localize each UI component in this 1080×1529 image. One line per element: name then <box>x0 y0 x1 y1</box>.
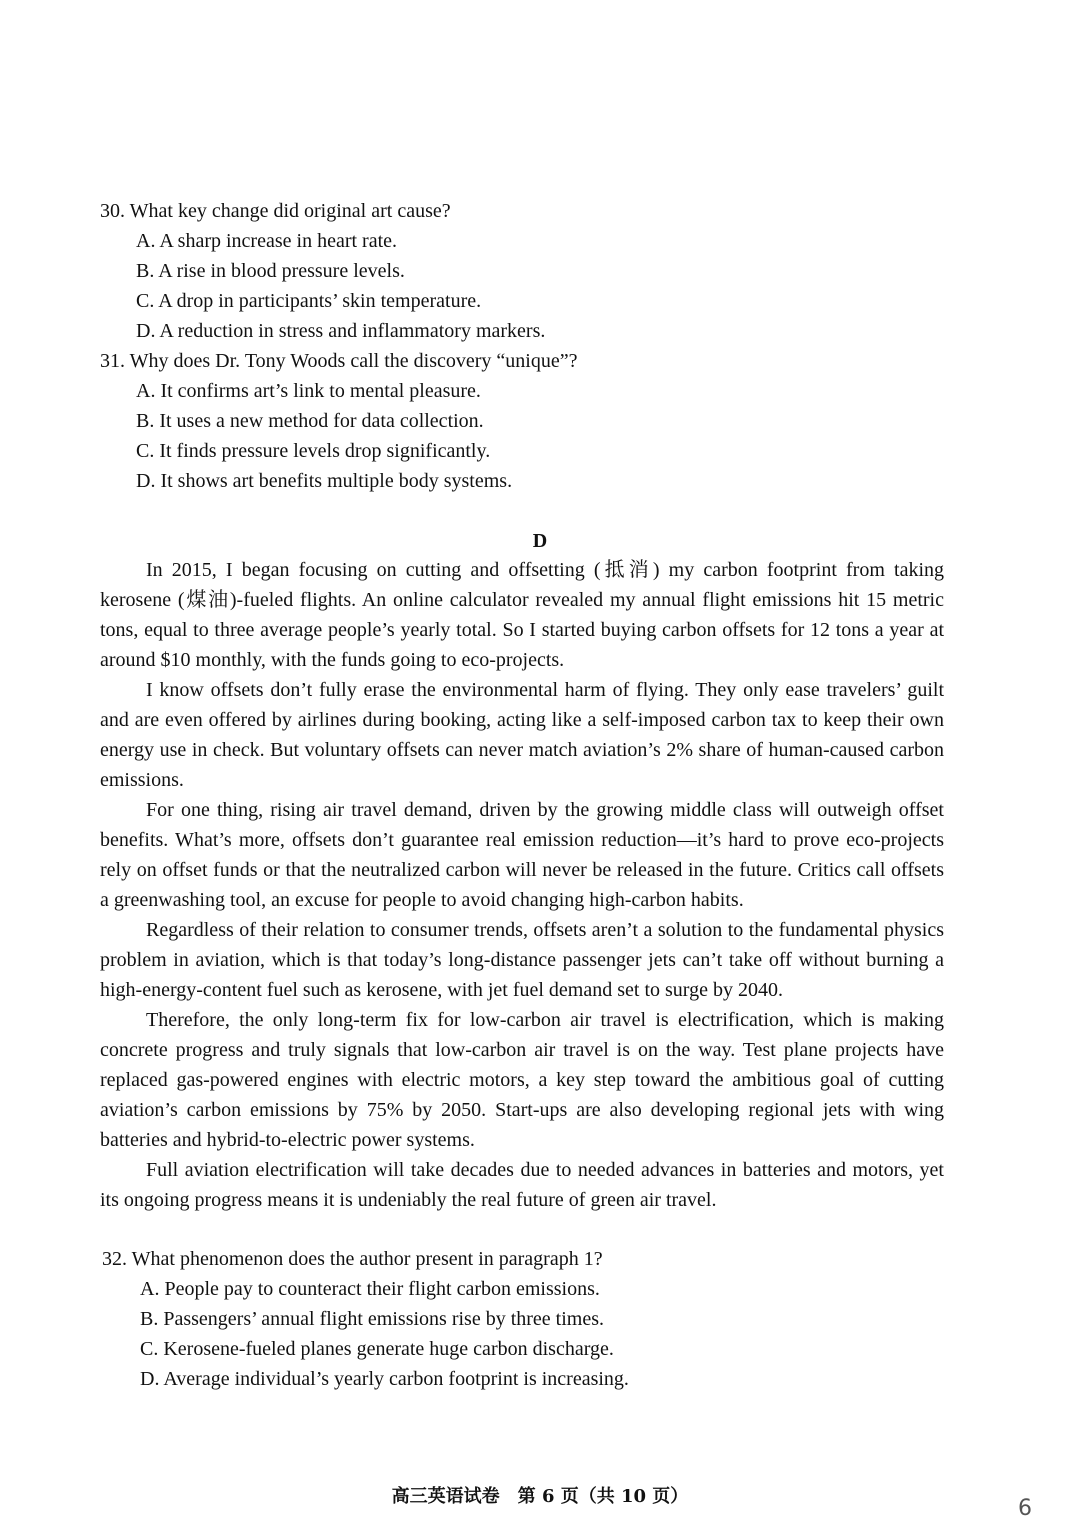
passage-paragraph-4: Regardless of their relation to consumer trends, offsets aren’t a solution to the fundamental physics problem in aviation, which is that today’s long-distance passenger jets can’t take off without burning a high-energy-content fuel such as kerosene, with jet fuel demand set to surge by 2040. <box>100 919 944 1001</box>
option-d: D. Average individual’s yearly carbon footprint is increasing. <box>140 1368 629 1390</box>
passage-paragraph-1: In 2015, I began focusing on cutting and offsetting (抵消) my carbon footprint from taking kerosene (煤油)-fueled flights. An online calculator revealed my annual flight emissions hit 15 metric tons, equal to three average people’s yearly total. So I started buying carbon offsets for 12 tons a year at around $10 monthly, with the funds going to eco-projects. <box>100 559 944 671</box>
page-footer: 高三英语试卷 第 6 页（共 10 页） <box>391 1486 689 1507</box>
question-stem: 32. What phenomenon does the author present in paragraph 1? <box>102 1248 603 1270</box>
option-b: B. A rise in blood pressure levels. <box>136 260 405 282</box>
reading-passage <box>100 555 944 1215</box>
section-heading: D <box>532 530 548 552</box>
option-a: A. A sharp increase in heart rate. <box>136 230 398 252</box>
option-c: C. A drop in participants’ skin temperature. <box>136 290 482 312</box>
passage-paragraph-2: I know offsets don’t fully erase the environmental harm of flying. They only ease travelers’ guilt and are even offered by airlines during booking, acting like a self-imposed carbon tax to keep their own energy use in check. But voluntary offsets can never match aviation’s 2% share of human-caused carbon emissions. <box>100 679 944 791</box>
question-30 <box>100 196 960 346</box>
option-d: D. It shows art benefits multiple body systems. <box>136 470 513 492</box>
corner-page-number: 6 <box>1018 1496 1032 1521</box>
option-b: B. Passengers’ annual flight emissions rise by three times. <box>140 1308 604 1330</box>
passage-paragraph-5: Therefore, the only long-term fix for low-carbon air travel is electrification, which is making concrete progress and truly signals that low-carbon air travel is on the way. Test plane projects have replaced gas-powered engines with electric motors, a key step toward the ambitious goal of cutting aviation’s carbon emissions by 75% by 2050. Start-ups are also developing regional jets with wing batteries and hybrid-to-electric power systems. <box>100 1009 944 1151</box>
question-stem: 30. What key change did original art cause? <box>100 200 451 222</box>
option-d: D. A reduction in stress and inflammatory markers. <box>136 320 546 342</box>
option-a: A. It confirms art’s link to mental pleasure. <box>136 380 481 402</box>
option-b: B. It uses a new method for data collection. <box>136 410 484 432</box>
passage-paragraph-3: For one thing, rising air travel demand, driven by the growing middle class will outweigh offset benefits. What’s more, offsets don’t guarantee real emission reduction—it’s hard to prove eco-projects rely on offset funds or that the neutralized carbon will never be released in the future. Critics call offsets a greenwashing tool, an excuse for people to avoid changing high-carbon habits. <box>100 799 944 911</box>
option-c: C. It finds pressure levels drop significantly. <box>136 440 491 462</box>
question-stem: 31. Why does Dr. Tony Woods call the discovery “unique”? <box>100 350 578 372</box>
option-a: A. People pay to counteract their flight carbon emissions. <box>140 1278 600 1300</box>
question-31 <box>100 346 960 496</box>
passage-paragraph-6: Full aviation electrification will take decades due to needed advances in batteries and motors, yet its ongoing progress means it is undeniably the real future of green air travel. <box>100 1159 944 1211</box>
option-c: C. Kerosene-fueled planes generate huge carbon discharge. <box>140 1338 614 1360</box>
question-32 <box>100 1244 960 1394</box>
